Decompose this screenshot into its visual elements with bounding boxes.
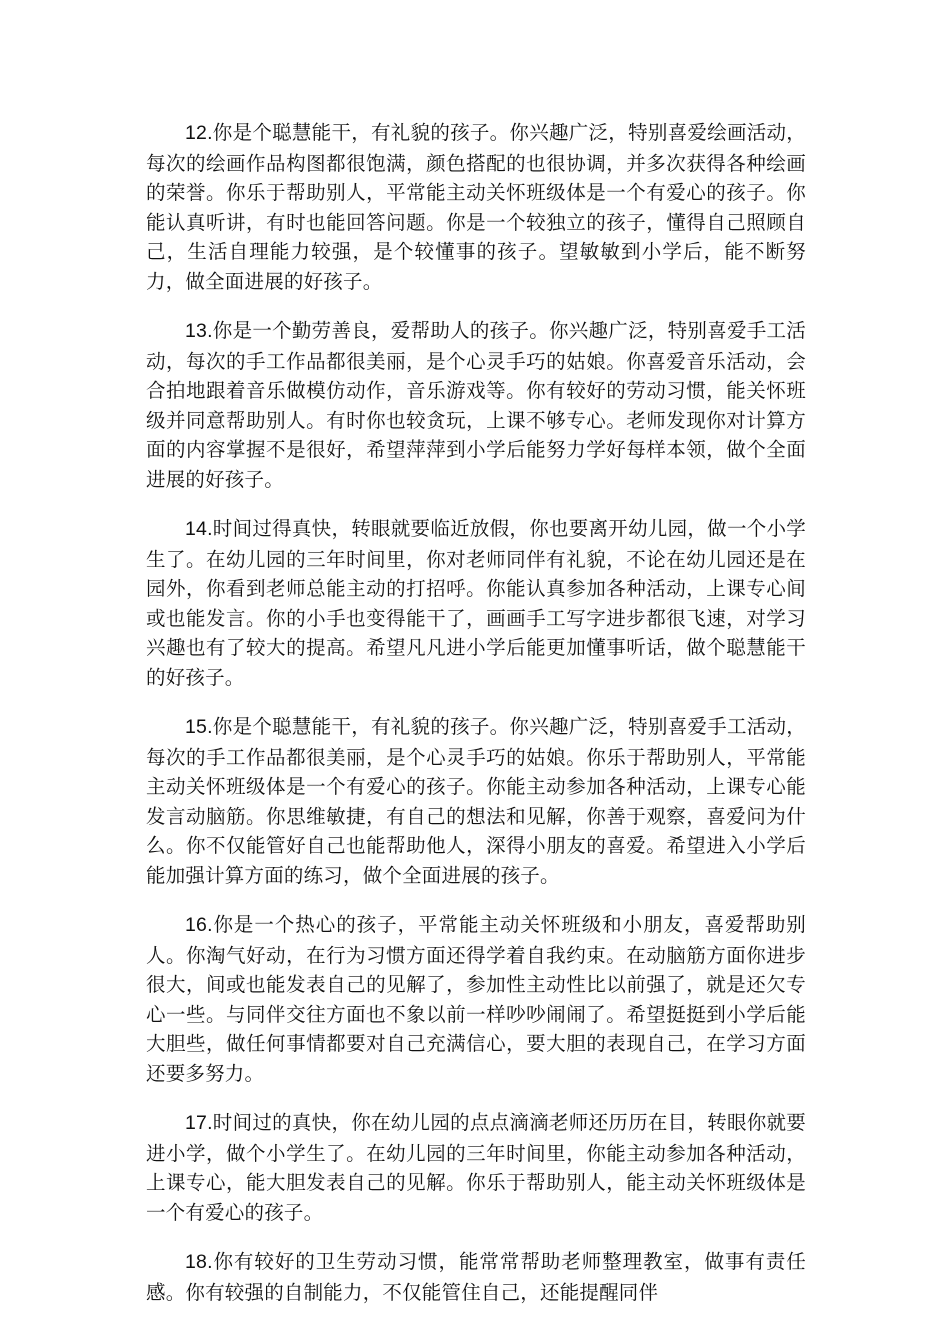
paragraph-number: 12. (185, 122, 213, 144)
paragraph-text: 你有较好的卫生劳动习惯，能常常帮助老师整理教室，做事有责任感。你有较强的自制能力，不仅能管住自己，还能提醒同伴 (146, 1250, 806, 1304)
paragraph-number: 15. (185, 716, 213, 738)
paragraph-number: 13. (185, 320, 213, 342)
paragraph-text: 你是个聪慧能干，有礼貌的孩子。你兴趣广泛，特别喜爱绘画活动，每次的绘画作品构图都很饱满，颜色搭配的也很协调，并多次获得各种绘画的荣誉。你乐于帮助别人，平常能主动关怀班级体是一个有爱心的孩子。你能认真听讲，有时也能回答问题。你是一个较独立的孩子，懂得自己照顾自己，生活自理能力较强，是个较懂事的孩子。望敏敏到小学后，能不断努力，做全面进展的好孩子。 (146, 121, 806, 293)
paragraph-17 (146, 1108, 806, 1227)
paragraph-number: 17. (185, 1112, 213, 1134)
paragraph-text: 时间过的真快，你在幼儿园的点点滴滴老师还历历在目，转眼你就要进小学，做个小学生了。在幼儿园的三年时间里，你能主动参加各种活动，上课专心，能大胆发表自己的见解。你乐于帮助别人，能主动关怀班级体是一个有爱心的孩子。 (146, 1111, 806, 1224)
paragraph-text: 时间过得真快，转眼就要临近放假，你也要离开幼儿园，做一个小学生了。在幼儿园的三年时间里，你对老师同伴有礼貌，不论在幼儿园还是在园外，你看到老师总能主动的打招呼。你能认真参加各种活动，上课专心间或也能发言。你的小手也变得能干了，画画手工写字进步都很飞速，对学习兴趣也有了较大的提高。希望凡凡进小学后能更加懂事听话，做个聪慧能干的好孩子。 (146, 517, 806, 689)
paragraph-number: 18. (185, 1251, 213, 1273)
paragraph-13 (146, 316, 806, 494)
paragraph-16 (146, 910, 806, 1088)
paragraph-text: 你是个聪慧能干，有礼貌的孩子。你兴趣广泛，特别喜爱手工活动，每次的手工作品都很美丽，是个心灵手巧的姑娘。你乐于帮助别人，平常能主动关怀班级体是一个有爱心的孩子。你能主动参加各种活动，上课专心能发言动脑筋。你思维敏捷，有自己的想法和见解，你善于观察，喜爱问为什么。你不仅能管好自己也能帮助他人，深得小朋友的喜爱。希望进入小学后能加强计算方面的练习，做个全面进展的孩子。 (146, 715, 806, 887)
paragraph-number: 16. (185, 914, 213, 936)
paragraph-number: 14. (185, 518, 213, 540)
paragraph-text: 你是一个热心的孩子，平常能主动关怀班级和小朋友，喜爱帮助别人。你淘气好动，在行为习惯方面还得学着自我约束。在动脑筋方面你进步很大，间或也能发表自己的见解了，参加性主动性比以前强了，就是还欠专心一些。与同伴交往方面也不象以前一样吵吵闹闹了。希望挺挺到小学后能大胆些，做任何事情都要对自己充满信心，要大胆的表现自己，在学习方面还要多努力。 (146, 913, 806, 1085)
document-body (146, 118, 806, 1327)
paragraph-12 (146, 118, 806, 296)
paragraph-18 (146, 1247, 806, 1307)
paragraph-15 (146, 712, 806, 890)
paragraph-text: 你是一个勤劳善良，爱帮助人的孩子。你兴趣广泛，特别喜爱手工活动，每次的手工作品都很美丽，是个心灵手巧的姑娘。你喜爱音乐活动，会合拍地跟着音乐做模仿动作，音乐游戏等。你有较好的劳动习惯，能关怀班级并同意帮助别人。有时你也较贪玩，上课不够专心。老师发现你对计算方面的内容掌握不是很好，希望萍萍到小学后能努力学好每样本领，做个全面进展的好孩子。 (146, 319, 806, 491)
paragraph-14 (146, 514, 806, 692)
